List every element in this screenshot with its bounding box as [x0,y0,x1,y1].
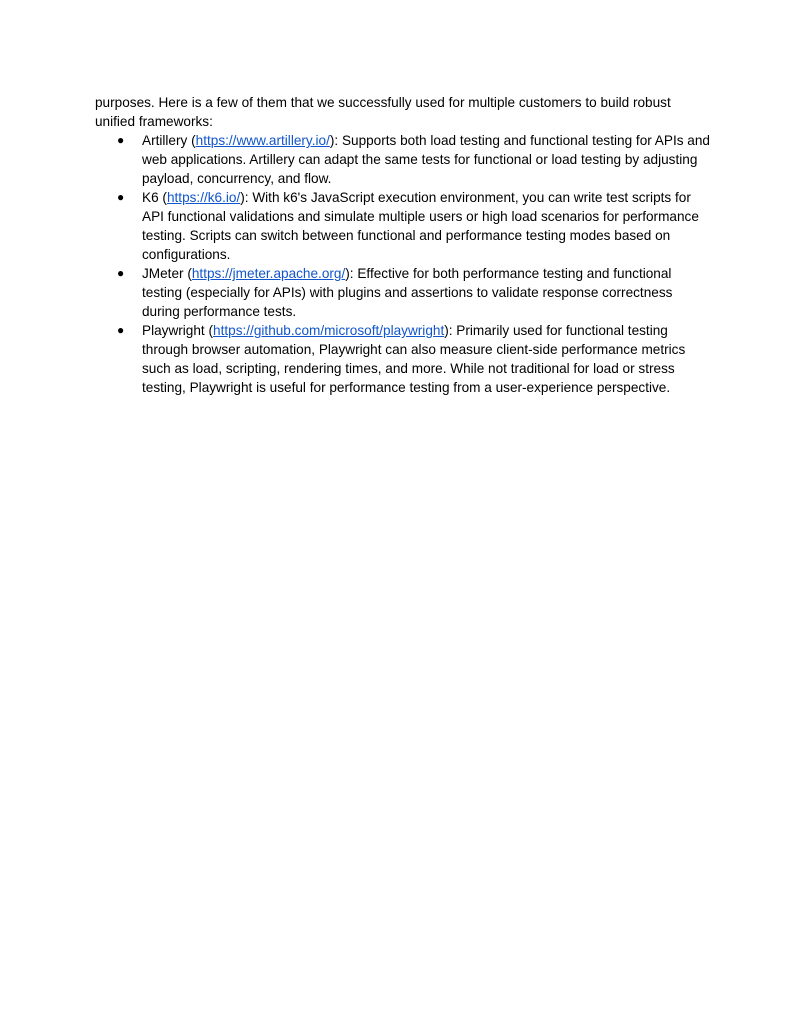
open-paren: ( [158,190,167,205]
list-item-k6 [95,188,710,264]
list-item-playwright [95,321,710,397]
tool-description: ): Effective for both performance testing and functional testing (especially for APIs) with plugins and assertions to validate response correctness during performance tests. [142,266,673,319]
tool-name: Playwright [142,323,205,338]
jmeter-link[interactable]: https://jmeter.apache.org/ [191,266,346,281]
playwright-link[interactable]: https://github.com/microsoft/playwright [213,323,445,338]
open-paren: ( [204,323,214,338]
bullet-icon: ● [117,133,125,147]
tool-name: Artillery [142,133,188,148]
list-item-artillery [95,131,710,188]
open-paren: ( [187,133,196,148]
tool-description: ): Supports both load testing and functional testing for APIs and web applications. Artillery can adapt the same tests for functional or load testing by adjusting payload, concurrency, and flow. [142,133,710,186]
tools-bullet-list [95,131,710,397]
bullet-icon: ● [117,190,125,204]
bullet-icon: ● [117,266,125,280]
artillery-link[interactable]: https://www.artillery.io/ [195,133,330,148]
tool-name: JMeter [142,266,184,281]
list-item-jmeter [95,264,710,321]
tool-name: K6 [142,190,159,205]
open-paren: ( [183,266,192,281]
k6-link[interactable]: https://k6.io/ [166,190,241,205]
tool-description: ): Primarily used for functional testing through browser automation, Playwright can also measure client-side performance metrics such as load, scripting, rendering times, and more. While not traditional for load or stress testing, Playwright is useful for performance testing from a user-experience perspective. [142,323,686,395]
document-page [95,93,710,397]
tool-description: ): With k6's JavaScript execution environment, you can write test scripts for API functional validations and simulate multiple users or high load scenarios for performance testing. Scripts can switch between functional and performance testing modes based on configurations. [142,190,699,262]
intro-paragraph: purposes. Here is a few of them that we successfully used for multiple customers to build robust unified frameworks: [95,95,671,129]
bullet-icon: ● [117,323,125,337]
